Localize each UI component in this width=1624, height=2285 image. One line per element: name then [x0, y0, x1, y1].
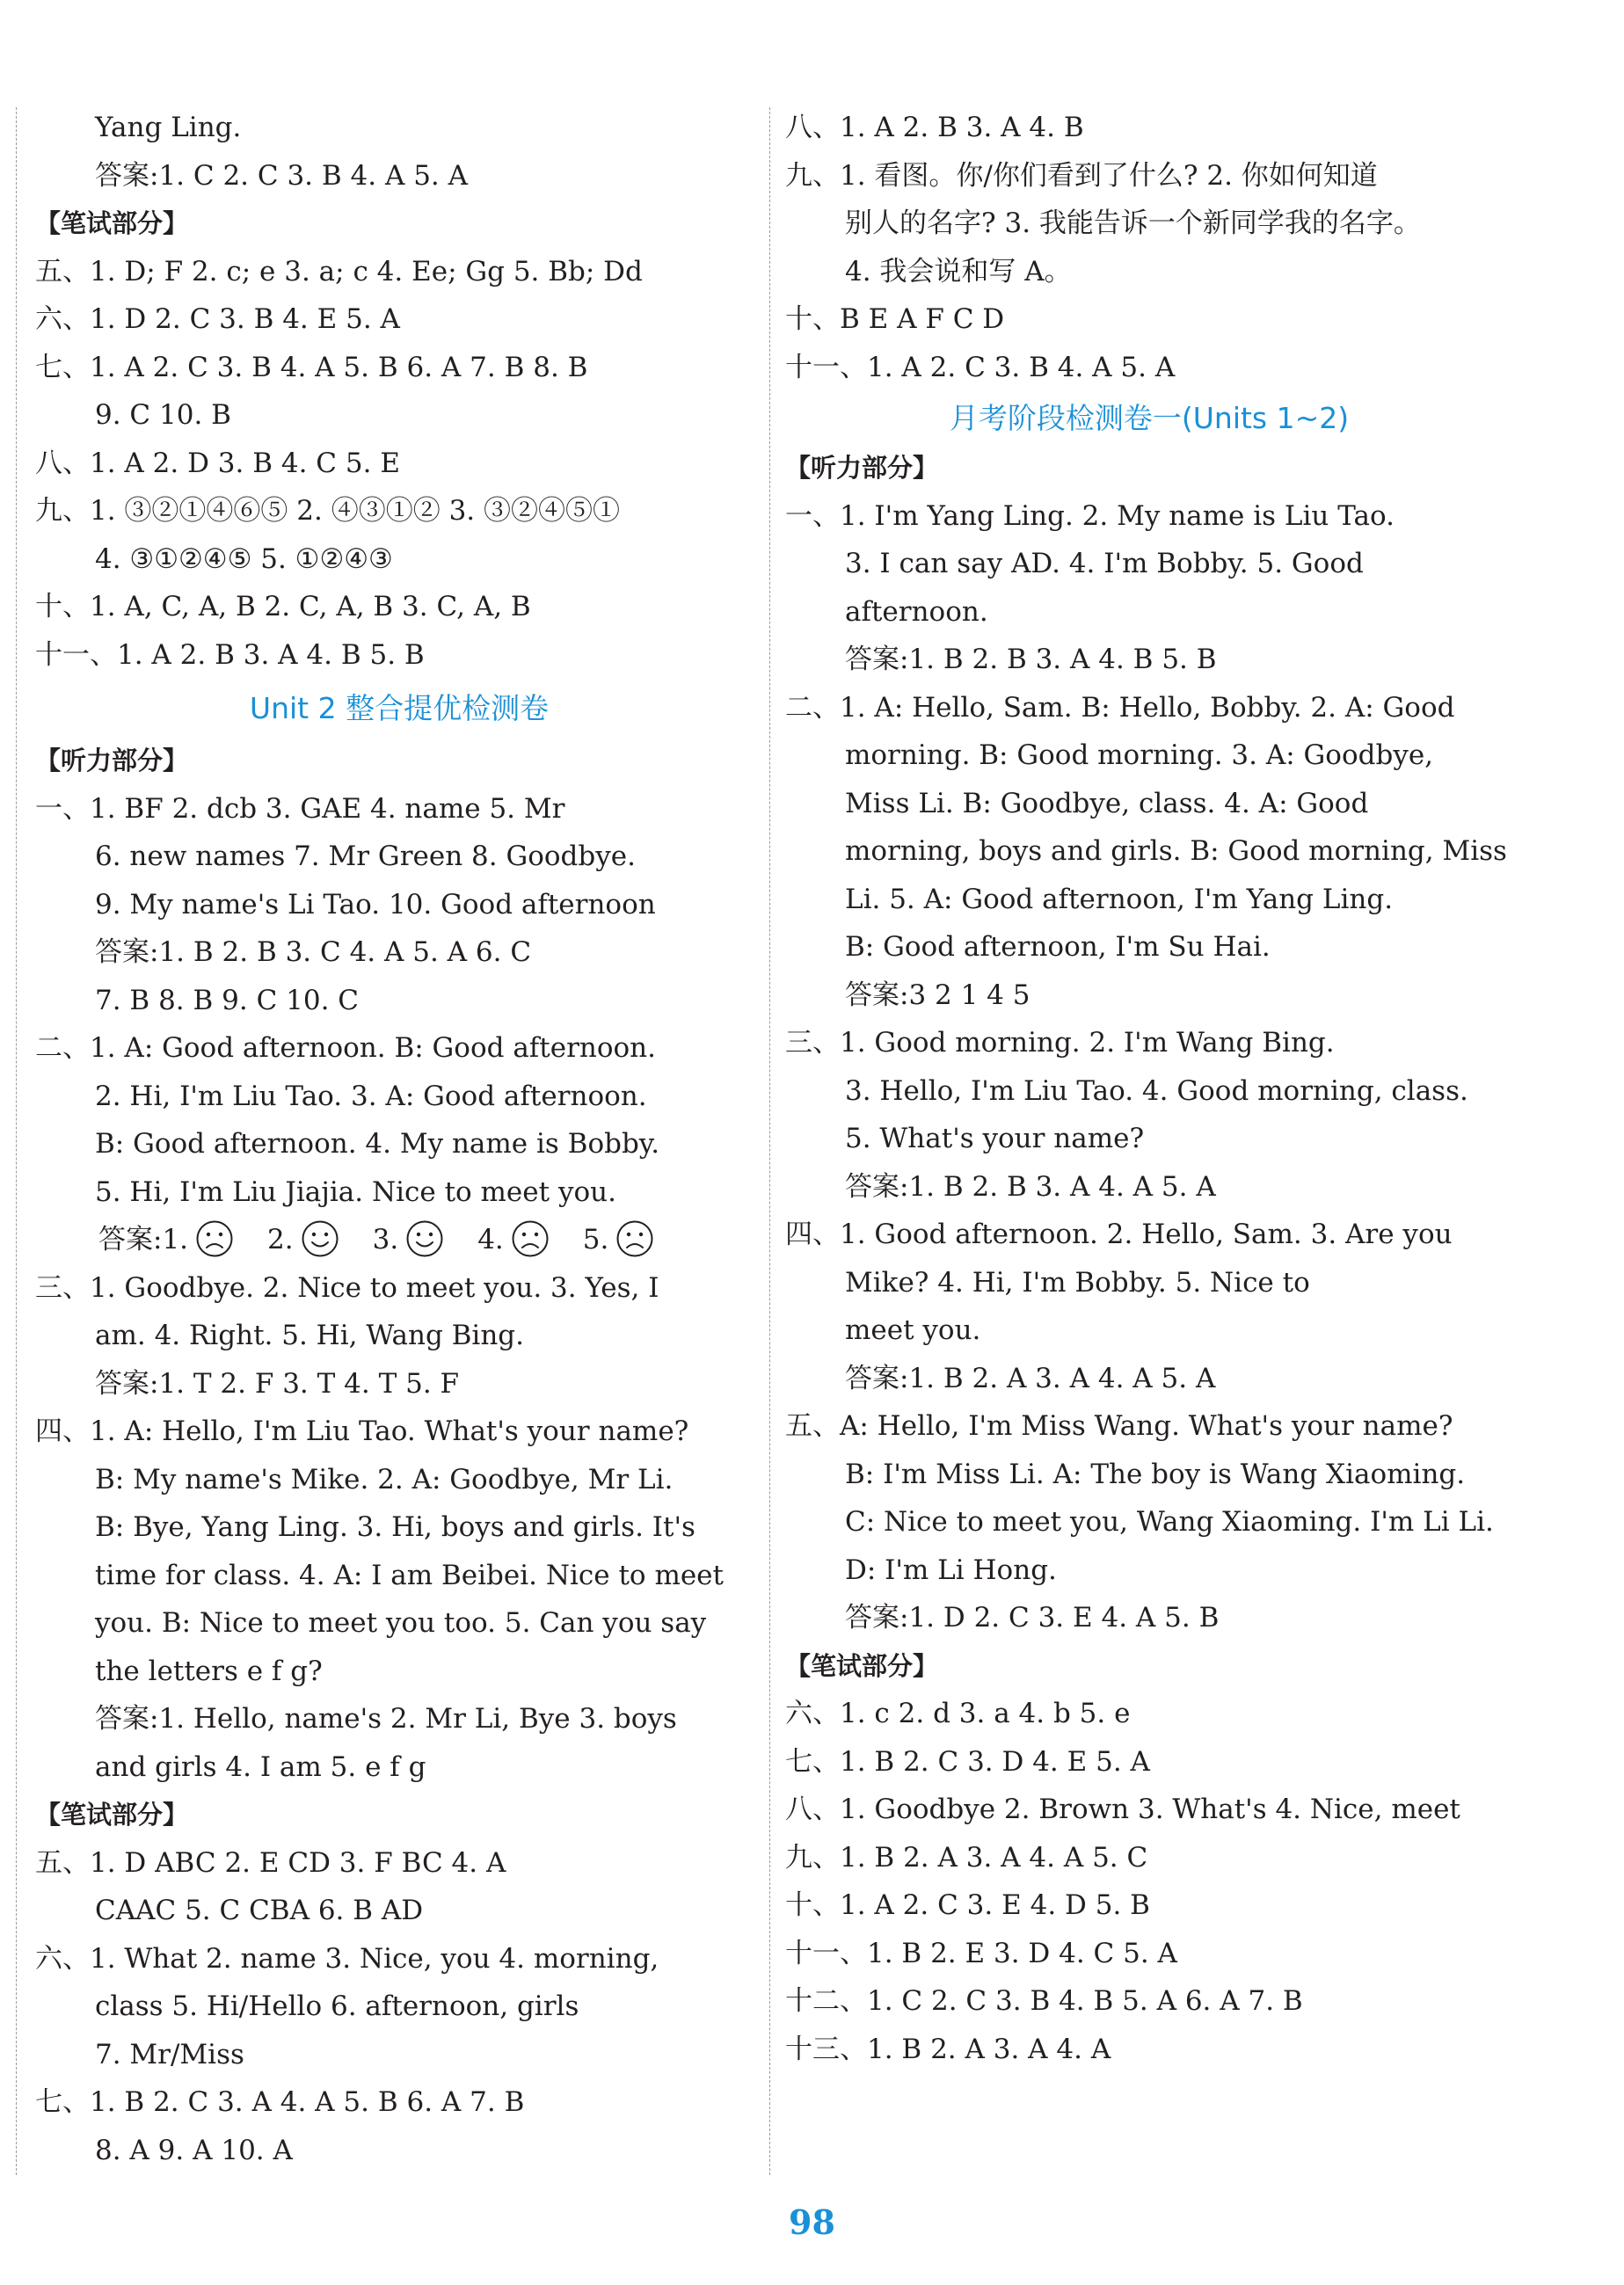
answer-line: 三、1. Goodbye. 2. Nice to meet you. 3. Yes, I — [35, 1271, 659, 1304]
answer-number: 1. — [162, 1224, 189, 1255]
answer-line: class 5. Hi/Hello 6. afternoon, girls — [95, 1990, 579, 2022]
answer-line: B: Good afternoon. 4. My name is Bobby. — [95, 1128, 660, 1160]
sad-face-icon — [195, 1219, 234, 1258]
answer-line: 2. Hi, I'm Liu Tao. 3. A: Good afternoon. — [95, 1080, 647, 1112]
column-divider — [769, 107, 770, 2175]
answer-line: 答案:1. D 2. C 3. E 4. A 5. B — [845, 1602, 1220, 1634]
answer-faces-row — [35, 1216, 763, 1264]
answer-number: 3. — [372, 1224, 399, 1255]
section-heading: 月考阶段检测卷一(Units 1~2) — [949, 401, 1350, 435]
answer-line: 八、1. Goodbye 2. Brown 3. What's 4. Nice, meet — [785, 1794, 1460, 1825]
section-heading: Unit 2 整合提优检测卷 — [249, 691, 550, 725]
answer-line: 十二、1. C 2. C 3. B 4. B 5. A 6. A 7. B — [785, 1985, 1303, 2017]
part-heading: 【笔试部分】 — [35, 208, 189, 238]
answer-line: 十一、1. B 2. E 3. D 4. C 5. A — [785, 1937, 1177, 1969]
answer-line: 十、B E A F C D — [785, 303, 1005, 335]
answer-line: 4. ③①②④⑤ 5. ①②④③ — [95, 542, 393, 575]
answer-line: 5. Hi, I'm Liu Jiajia. Nice to meet you. — [95, 1175, 616, 1208]
answer-line: 答案:3 2 1 4 5 — [845, 979, 1030, 1011]
answer-line: C: Nice to meet you, Wang Xiaoming. I'm Li Li. — [845, 1506, 1494, 1538]
answer-line: 八、1. A 2. B 3. A 4. B — [785, 112, 1084, 143]
answer-line: 一、1. BF 2. dcb 3. GAE 4. name 5. Mr — [35, 792, 565, 825]
answer-line: 答案:1. T 2. F 3. T 4. T 5. F — [95, 1367, 460, 1400]
answer-number: 2. — [267, 1224, 294, 1255]
answer-label: 答案: — [98, 1224, 163, 1255]
part-heading: 【听力部分】 — [35, 746, 189, 775]
answer-line: 6. new names 7. Mr Green 8. Goodbye. — [95, 841, 636, 872]
answer-line: morning, boys and girls. B: Good morning, Miss — [845, 835, 1507, 867]
answer-line: B: Bye, Yang Ling. 3. Hi, boys and girls. It's — [95, 1511, 695, 1543]
answer-line: 七、1. B 2. C 3. D 4. E 5. A — [785, 1745, 1150, 1778]
answer-line: morning. B: Good morning. 3. A: Goodbye, — [845, 739, 1434, 771]
left-margin-rule — [16, 107, 17, 2175]
answer-line: 9. C 10. B — [95, 399, 231, 431]
answer-line: 四、1. Good afternoon. 2. Hello, Sam. 3. Are you — [785, 1219, 1453, 1250]
answer-line: 答案:1. C 2. C 3. B 4. A 5. A — [95, 159, 469, 192]
answer-line: Li. 5. A: Good afternoon, I'm Yang Ling. — [845, 883, 1394, 915]
answer-line: 八、1. A 2. D 3. B 4. C 5. E — [35, 447, 400, 479]
answer-line: 五、1. D ABC 2. E CD 3. F BC 4. A — [35, 1846, 506, 1879]
right-column — [785, 104, 1513, 2073]
answer-line: B: My name's Mike. 2. A: Goodbye, Mr Li. — [95, 1463, 674, 1495]
answer-line: 五、1. D; F 2. c; e 3. a; c 4. Ee; Gg 5. Bb; Dd — [35, 255, 643, 287]
answer-line: CAAC 5. C CBA 6. B AD — [95, 1895, 424, 1926]
answer-line: B: I'm Miss Li. A: The boy is Wang Xiaoming. — [845, 1458, 1466, 1490]
answer-line: 8. A 9. A 10. A — [95, 2134, 293, 2166]
answer-line: 九、1. ③②①④⑥⑤ 2. ④③①② 3. ③②④⑤① — [35, 495, 620, 527]
answer-line: 7. Mr/Miss — [95, 2038, 244, 2070]
smiley-face-icon — [405, 1219, 444, 1258]
answer-line: 三、1. Good morning. 2. I'm Wang Bing. — [785, 1027, 1335, 1059]
answer-line: 九、1. 看图。你/你们看到了什么? 2. 你如何知道 — [785, 159, 1378, 192]
answer-line: 七、1. A 2. C 3. B 4. A 5. B 6. A 7. B 8. B — [35, 351, 588, 383]
answer-line: 一、1. I'm Yang Ling. 2. My name is Liu Tao. — [785, 499, 1395, 532]
part-heading: 【听力部分】 — [785, 453, 939, 483]
answer-line: am. 4. Right. 5. Hi, Wang Bing. — [95, 1320, 525, 1351]
answer-line: time for class. 4. A: I am Beibei. Nice to meet — [95, 1559, 724, 1591]
sad-face-icon — [615, 1219, 654, 1258]
answer-line: 7. B 8. B 9. C 10. C — [95, 984, 360, 1016]
answer-line: 二、1. A: Hello, Sam. B: Hello, Bobby. 2. A: Good — [785, 691, 1455, 724]
answer-line: 3. I can say AD. 4. I'm Bobby. 5. Good — [845, 548, 1364, 579]
answer-line: 十一、1. A 2. B 3. A 4. B 5. B — [35, 638, 425, 671]
answer-line: and girls 4. I am 5. e f g — [95, 1750, 426, 1783]
answer-number: 4. — [477, 1224, 504, 1255]
answer-line: 十、1. A 2. C 3. E 4. D 5. B — [785, 1889, 1150, 1921]
answer-line: 答案:1. B 2. B 3. A 4. B 5. B — [845, 644, 1217, 675]
answer-line: Miss Li. B: Goodbye, class. 4. A: Good — [845, 787, 1369, 819]
answer-line: D: I'm Li Hong. — [845, 1554, 1057, 1586]
answer-line: 5. What's your name? — [845, 1123, 1145, 1154]
answer-line: Yang Ling. — [95, 112, 242, 143]
sad-face-icon — [511, 1219, 550, 1258]
answer-line: 五、A: Hello, I'm Miss Wang. What's your name? — [785, 1410, 1453, 1442]
answer-line: 3. Hello, I'm Liu Tao. 4. Good morning, class. — [845, 1074, 1468, 1107]
answer-line: 答案:1. B 2. A 3. A 4. A 5. A — [845, 1362, 1216, 1394]
answer-line: 十一、1. A 2. C 3. B 4. A 5. A — [785, 351, 1176, 383]
answer-line: meet you. — [845, 1314, 981, 1346]
answer-line: 十三、1. B 2. A 3. A 4. A — [785, 2033, 1111, 2065]
answer-line: 六、1. What 2. name 3. Nice, you 4. morning, — [35, 1942, 659, 1975]
answer-line: 答案:1. B 2. B 3. A 4. A 5. A — [845, 1170, 1216, 1203]
answer-line: 4. 我会说和写 A。 — [845, 255, 1072, 287]
answer-line: 二、1. A: Good afternoon. B: Good afternoon. — [35, 1032, 657, 1064]
answer-line: 六、1. c 2. d 3. a 4. b 5. e — [785, 1698, 1131, 1729]
answer-line: 六、1. D 2. C 3. B 4. E 5. A — [35, 303, 400, 335]
answer-line: afternoon. — [845, 595, 988, 628]
answer-line: 答案:1. Hello, name's 2. Mr Li, Bye 3. boys — [95, 1703, 677, 1735]
page-number: 98 — [789, 2202, 835, 2242]
answer-line: 答案:1. B 2. B 3. C 4. A 5. A 6. C — [95, 936, 532, 968]
answer-line: 十、1. A, C, A, B 2. C, A, B 3. C, A, B — [35, 591, 531, 622]
answer-line: the letters e f g? — [95, 1655, 323, 1687]
answer-number: 5. — [582, 1224, 609, 1255]
answer-line: Mike? 4. Hi, I'm Bobby. 5. Nice to — [845, 1266, 1310, 1299]
answer-line: 四、1. A: Hello, I'm Liu Tao. What's your name? — [35, 1415, 689, 1447]
answer-line: 别人的名字? 3. 我能告诉一个新同学我的名字。 — [845, 207, 1421, 239]
answer-line: B: Good afternoon, I'm Su Hai. — [845, 931, 1271, 963]
smiley-face-icon — [301, 1219, 339, 1258]
answer-line: 九、1. B 2. A 3. A 4. A 5. C — [785, 1841, 1148, 1874]
part-heading: 【笔试部分】 — [785, 1650, 939, 1681]
answer-line: 9. My name's Li Tao. 10. Good afternoon — [95, 888, 656, 921]
answer-line: 七、1. B 2. C 3. A 4. A 5. B 6. A 7. B — [35, 2086, 525, 2118]
answer-line: you. B: Nice to meet you too. 5. Can you say — [95, 1607, 707, 1639]
part-heading: 【笔试部分】 — [35, 1800, 189, 1830]
left-column — [35, 104, 763, 2174]
